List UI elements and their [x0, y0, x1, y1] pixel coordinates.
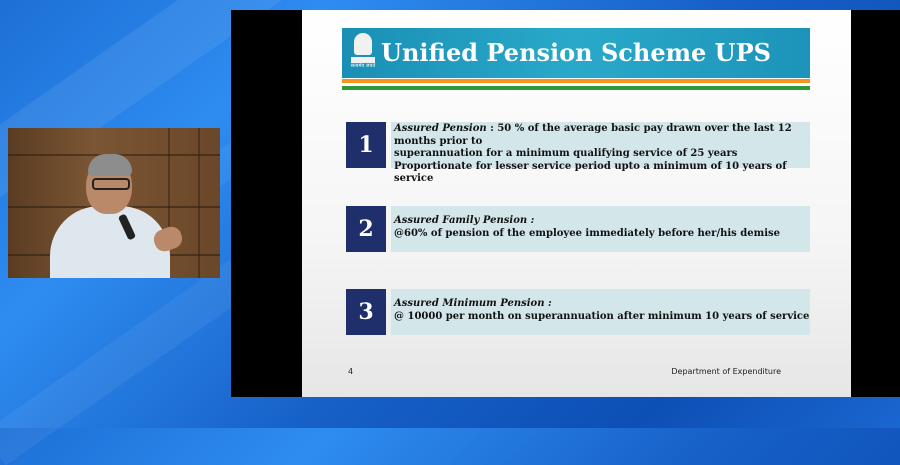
emblem-caption: सत्यमेव जयते [350, 63, 376, 69]
glasses-icon [92, 178, 130, 190]
slide-title: Unified Pension Scheme UPS [381, 38, 771, 67]
footer-department: Department of Expenditure [671, 367, 781, 376]
speaker-body [50, 206, 170, 278]
item-line: Proportionate for lesser service period upto a minimum of 10 years of service [394, 160, 787, 184]
presentation-slide [302, 10, 851, 397]
green-stripe [342, 86, 810, 90]
slide-frame [231, 10, 900, 397]
speaker-video [8, 128, 220, 278]
page-number: 4 [348, 367, 354, 376]
item-line: superannuation for a minimum qualifying service of 25 years [394, 148, 738, 159]
item-number: 2 [346, 206, 386, 252]
item-number: 3 [346, 289, 386, 335]
item-line: @ 10000 per month on superannuation after minimum 10 years of service [394, 310, 810, 322]
item-text: Assured Pension : 50 % of the average basic pay drawn over the last 12 months prior to superannuation for a minimum qualifying service of 25 years Proportionate for lesser service period upto a minimum of 10 years of service [394, 123, 810, 186]
item-line: @60% of pension of the employee immediately before her/his demise [394, 227, 781, 239]
item-number: 1 [346, 122, 386, 168]
item-heading: Assured Minimum Pension : [394, 298, 552, 309]
speaker-hair [88, 154, 132, 176]
item-text [394, 298, 810, 323]
item-heading: Assured Pension [394, 123, 487, 134]
item-heading: Assured Family Pension : [394, 215, 535, 226]
slide-header [342, 28, 810, 78]
item-text [394, 215, 810, 240]
item-line: 50 % of the average basic pay drawn over the last 12 months prior to [394, 123, 792, 147]
